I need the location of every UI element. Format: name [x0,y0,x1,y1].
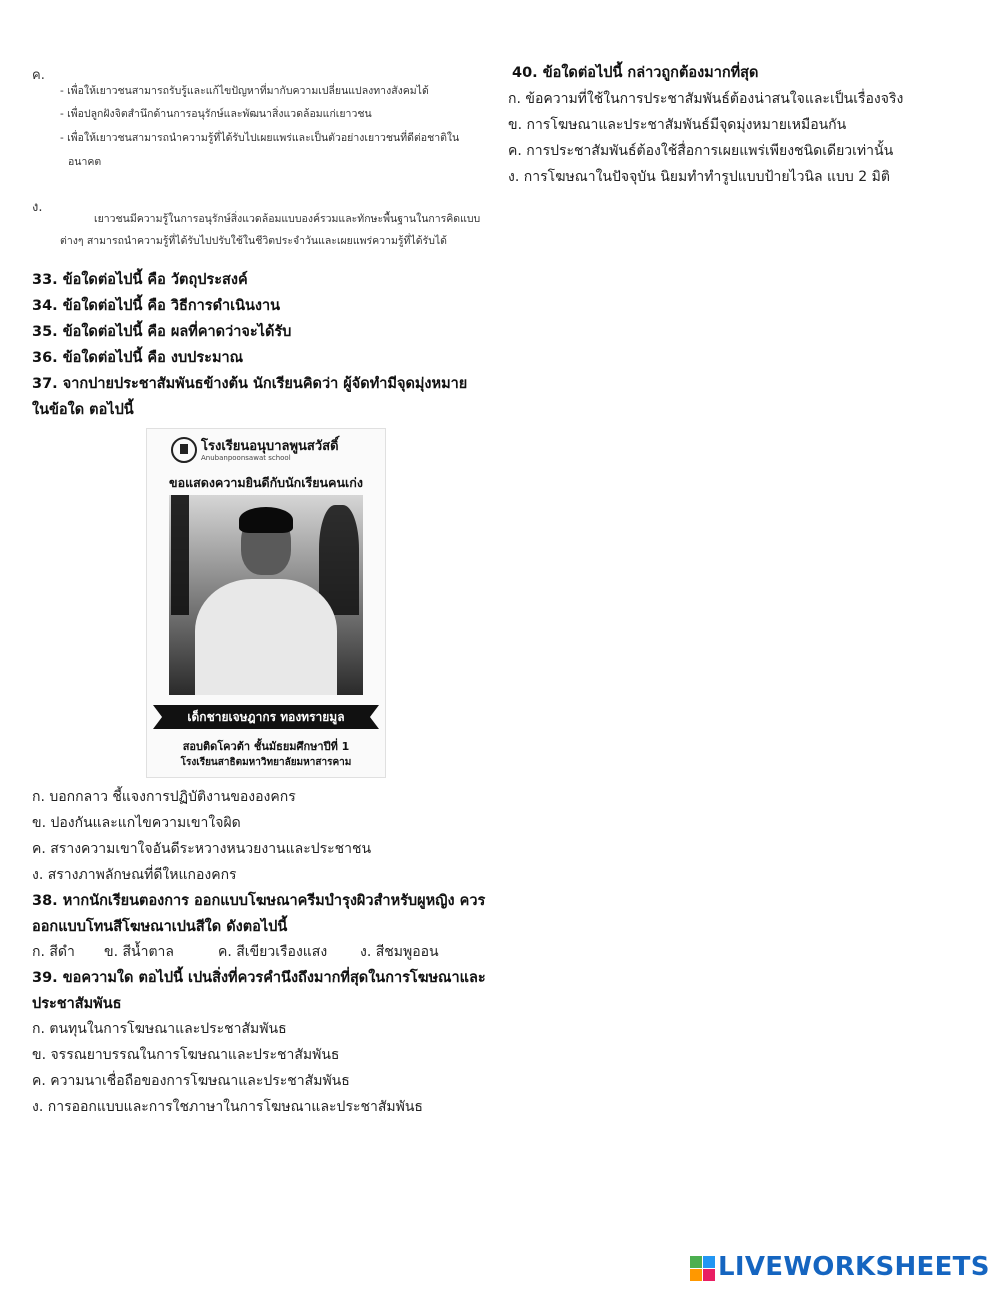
question-35: 35. ข้อใดต่อไปนี้ คือ ผลที่คาดว่าจะได้รับ [32,324,292,340]
question-39-line-1: 39. ขอความใด ตอไปนี้ เปนสิ่งที่ควรคำนึงถึงมากที่สุดในการโฆษณาและ [32,970,486,986]
choice-c-line-3: - เพื่อให้เยาวชนสามารถนำความรู้ที่ได้รับไปเผยแพร่และเป็นตัวอย่างเยาวชนที่ดีต่อชาติใน [60,132,460,144]
question-36: 36. ข้อใดต่อไปนี้ คือ งบประมาณ [32,350,244,366]
poster-school-name: โรงเรียนอนุบาลพูนสวัสดิ์ [201,439,339,454]
poster-student-name: เด็กชายเจษฎากร ทองทรายมูล [187,710,345,724]
question-37-line-2: ในข้อใด ตอไปนี้ [32,402,134,418]
choice-c-label: ค. [32,68,45,83]
q38-option-d: ง. สีชมพูออน [360,944,439,960]
q39-option-c: ค. ความนาเชื่อถือของการโฆษณาและประชาสัมพันธ [32,1073,350,1089]
q38-option-b: ข. สีน้ำตาล [104,944,174,960]
question-33: 33. ข้อใดต่อไปนี้ คือ วัตถุประสงค์ [32,272,248,288]
q37-option-b: ข. ปองกันและแกไขความเขาใจผิด [32,815,241,831]
poster-pass-text: สอบติดโควต้า ชั้นมัธยมศึกษาปีที่ 1 [182,740,350,753]
q37-option-d: ง. สรางภาพลักษณที่ดีใหแกองคกร [32,867,237,883]
question-34: 34. ข้อใดต่อไปนี้ คือ วิธีการดำเนินงาน [32,298,281,314]
q40-option-c: ค. การประชาสัมพันธ์ต้องใช้สื่อการเผยแพร่เพียงชนิดเดียวเท่านั้น [508,143,894,159]
q40-option-b: ข. การโฆษณาและประชาสัมพันธ์มีจุดมุ่งหมายเหมือนกัน [508,117,847,133]
q38-option-c: ค. สีเขียวเรืองแสง [218,944,328,960]
poster-congrats: ขอแสดงความยินดีกับนักเรียนคนเก่ง [169,475,363,490]
q37-option-a: ก. บอกกลาว ชี้แจงการปฏิบัติงานขององคกร [32,789,296,805]
poster-school-name-en: Anubanpoonsawat school [201,454,291,462]
question-37-line-1: 37. จากปายประชาสัมพันธข้างต้น นักเรียนคิดว่า ผู้จัดทำมีจุดมุ่งหมาย [32,376,468,392]
choice-d-line-2: ต่างๆ สามารถนำความรู้ที่ได้รับไปปรับใช้ในชีวิตประจำวันและเผยแพร่ความรู้ที่ได้รับได้ [60,235,447,247]
q38-option-a: ก. สีดำ [32,944,75,960]
question-40: 40. ข้อใดต่อไปนี้ กล่าวถูกต้องมากที่สุด [512,65,759,81]
liveworksheets-logo-icon [690,1256,716,1282]
q39-option-d: ง. การออกแบบและการใชภาษาในการโฆษณาและประชาสัมพันธ [32,1099,423,1115]
choice-d-line-1: เยาวชนมีความรู้ในการอนุรักษ์สิ่งแวดล้อมแบบองค์รวมและทักษะพื้นฐานในการคิดแบบ [94,213,481,225]
q40-option-d: ง. การโฆษณาในปัจจุบัน นิยมทำทำรูปแบบป้ายไวนิล แบบ 2 มิติ [508,169,890,185]
liveworksheets-wordmark: LIVEWORKSHEETS [718,1252,990,1282]
choice-c-line-4: อนาคต [68,156,102,168]
choice-c-line-1: - เพื่อให้เยาวชนสามารถรับรู้และแก้ไขปัญหาที่มากับความเปลี่ยนแปลงทางสังคมได้ [60,85,429,97]
question-39-line-2: ประชาสัมพันธ [32,996,122,1012]
choice-d-label: ง. [32,200,43,215]
q39-option-a: ก. ตนทุนในการโฆษณาและประชาสัมพันธ [32,1021,287,1037]
poster-school-2: โรงเรียนสาธิตมหาวิทยาลัยมหาสารคาม [180,757,352,768]
q37-option-c: ค. สรางความเขาใจอันดีระหวางหนวยงานและประชาชน [32,841,372,857]
q40-option-a: ก. ข้อความที่ใช้ในการประชาสัมพันธ์ต้องน่าสนใจและเป็นเรื่องจริง [508,91,904,107]
q39-option-b: ข. จรรณยาบรรณในการโฆษณาและประชาสัมพันธ [32,1047,340,1063]
question-38-line-2: ออกแบบโทนสีโฆษณาเปนสีใด ดังตอไปนี้ [32,919,288,935]
student-photo [169,495,363,695]
congratulations-poster [146,428,386,778]
choice-c-line-2: - เพื่อปลูกฝังจิตสำนึกด้านการอนุรักษ์และพัฒนาสิ่งแวดล้อมแก่เยาวชน [60,108,372,120]
question-38-line-1: 38. หากนักเรียนตองการ ออกแบบโฆษณาครีมบำรุงผิวสำหรับผูหญิง ควร [32,893,486,909]
school-logo-icon [171,437,197,463]
